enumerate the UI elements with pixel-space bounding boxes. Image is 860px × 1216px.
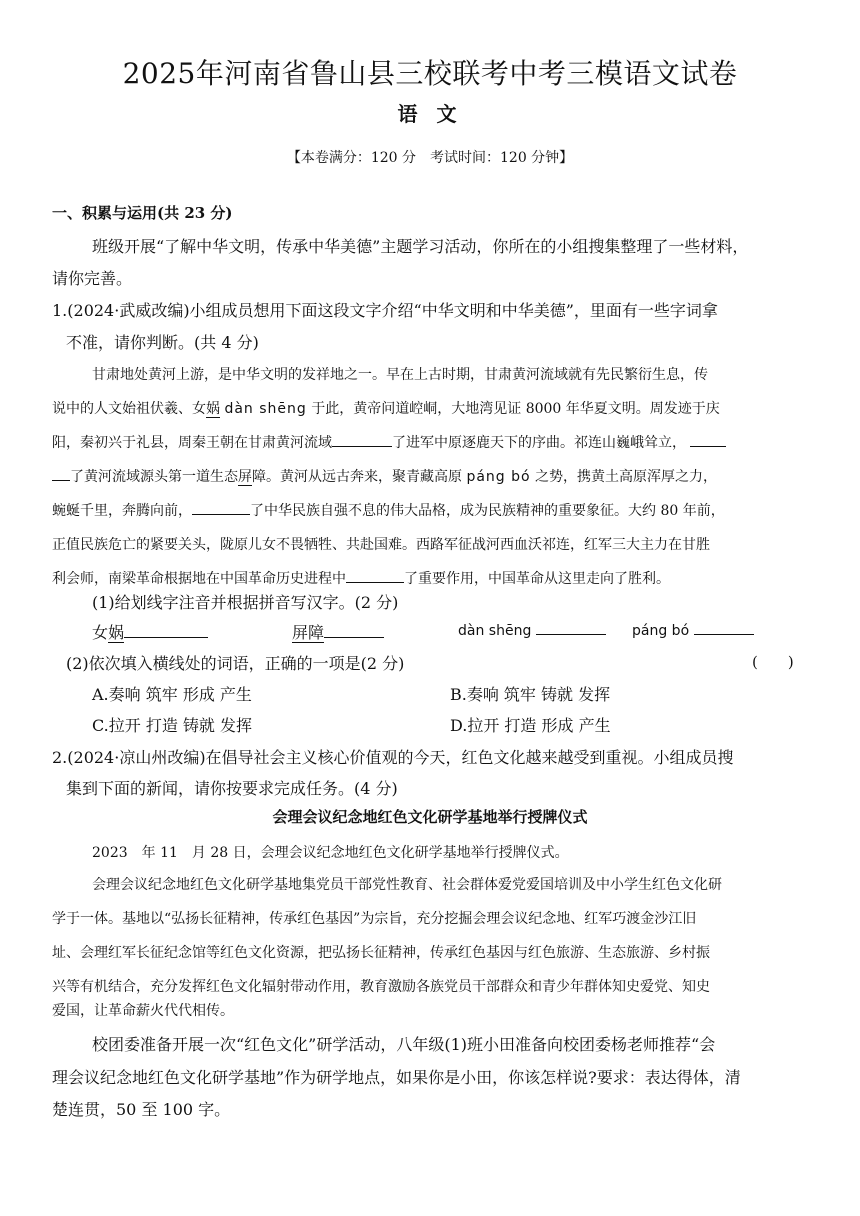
- exam-title: 2025年河南省鲁山县三校联考中考三模语文试卷: [122, 57, 738, 90]
- exam-subject: 语 文: [397, 102, 463, 126]
- fill-blank[interactable]: [52, 466, 70, 481]
- passage-line: 甘肃地处黄河上游，是中华文明的发祥地之一。早在上古时期，甘肃黄河流域就有先民繁衍生息，传: [92, 367, 708, 383]
- passage-line: 阳，秦初兴于礼县，周秦王朝在甘肃黄河流域 了进军中原逐鹿天下的序曲。祁连山巍峨耸立，: [52, 432, 726, 452]
- q2-stem-line2: 集到下面的新闻，请你按要求完成任务。(4 分): [66, 779, 398, 798]
- q1-sub1-item-a: 女娲: [92, 620, 208, 643]
- news-line: 学于一体。基地以“弘扬长征精神，传承红色基因”为宗旨，充分挖掘会理会议纪念地、红军巧渡金沙江旧: [52, 911, 697, 927]
- pinyin: páng bó: [466, 469, 531, 485]
- q1-sub2-stem: (2)依次填入横线处的词语，正确的一项是(2 分): [66, 654, 405, 673]
- underlined-char: 屏: [238, 469, 252, 485]
- passage-line: 蜿蜒千里，奔腾向前， 了中华民族自强不息的伟大品格，成为民族精神的重要象征。大约 80 年前，: [52, 500, 725, 520]
- q1-sub1-item-c: dàn shēng: [458, 620, 606, 639]
- fill-blank[interactable]: [192, 500, 250, 515]
- news-title: 会理会议纪念地红色文化研学基地举行授牌仪式: [272, 808, 588, 826]
- task-line: 楚连贯，50 至 100 字。: [52, 1100, 231, 1119]
- q2-stem-line1: 2.(2024·凉山州改编)在倡导社会主义核心价值观的今天，红色文化越来越受到重视。小组成员搜: [52, 748, 734, 767]
- passage-line: 正值民族危亡的紧要关头，陇原儿女不畏牺牲、共赴国难。西路军征战河西血沃祁连，红军三大主力在甘胜: [52, 537, 710, 553]
- answer-blank[interactable]: [324, 623, 384, 638]
- news-line: 2023 年 11 月 28 日，会理会议纪念地红色文化研学基地举行授牌仪式。: [92, 845, 569, 861]
- section-intro-line1: 班级开展“了解中华文明，传承中华美德”主题学习活动，你所在的小组搜集整理了一些材料，: [92, 237, 749, 256]
- q1-sub1-item-d: páng bó: [632, 620, 754, 639]
- option-b[interactable]: B.奏响 筑牢 铸就 发挥: [450, 685, 611, 704]
- answer-blank[interactable]: [694, 620, 754, 635]
- news-line: 址、会理红军长征纪念馆等红色文化资源，把弘扬长征精神，传承红色基因与红色旅游、生态旅游、乡村振: [52, 945, 710, 961]
- answer-blank[interactable]: [536, 620, 606, 635]
- section-intro-line2: 请你完善。: [52, 269, 133, 288]
- q1-sub1-item-b: 屏障: [292, 620, 384, 643]
- q1-sub1-stem: (1)给划线字注音并根据拼音写汉字。(2 分): [92, 593, 399, 612]
- news-line: 爱国，让革命薪火代代相传。: [52, 1003, 234, 1019]
- pinyin: dàn shēng: [224, 401, 307, 417]
- q1-stem-line1: 1.(2024·武威改编)小组成员想用下面这段文字介绍“中华文明和中华美德”，里面有一些字词拿: [52, 301, 718, 320]
- task-line: 理会议纪念地红色文化研学基地”作为研学地点，如果你是小田，你该怎样说?要求：表达得体，清: [52, 1068, 741, 1087]
- section-heading: 一、积累与运用(共 23 分): [52, 204, 233, 222]
- option-a[interactable]: A.奏响 筑牢 形成 产生: [92, 685, 252, 704]
- passage-line: 说中的人文始祖伏羲、女娲 dàn shēng 于此，黄帝问道崆峒，大地湾见证 8000 年华夏文明。周发迹于庆: [52, 401, 720, 417]
- task-line: 校团委准备开展一次“红色文化”研学活动，八年级(1)班小田准备向校团委杨老师推荐“会: [92, 1035, 716, 1054]
- passage-line: 利会师，南梁革命根据地在中国革命历史进程中 了重要作用，中国革命从这里走向了胜利。: [52, 568, 670, 588]
- news-line: 兴等有机结合，充分发挥红色文化辐射带动作用，教育激励各族党员干部群众和青少年群体知史爱党、知史: [52, 979, 710, 995]
- passage-line: 了黄河流域源头第一道生态屏障。黄河从远古奔来，聚青藏高原 páng bó 之势，携黄土高原浑厚之力，: [52, 466, 717, 486]
- q1-stem-line2: 不准，请你判断。(共 4 分): [66, 333, 259, 352]
- underlined-char: 娲: [206, 401, 220, 417]
- fill-blank[interactable]: [332, 432, 392, 447]
- answer-blank[interactable]: [124, 623, 208, 638]
- fill-blank[interactable]: [690, 432, 726, 447]
- answer-paren[interactable]: ( ): [752, 653, 794, 671]
- news-line: 会理会议纪念地红色文化研学基地集党员干部党性教育、社会群体爱党爱国培训及中小学生红色文化研: [92, 877, 722, 893]
- option-c[interactable]: C.拉开 打造 铸就 发挥: [92, 716, 253, 735]
- fill-blank[interactable]: [346, 568, 404, 583]
- exam-meta: 【本卷满分：120 分 考试时间：120 分钟】: [286, 150, 574, 166]
- option-d[interactable]: D.拉开 打造 形成 产生: [450, 716, 611, 735]
